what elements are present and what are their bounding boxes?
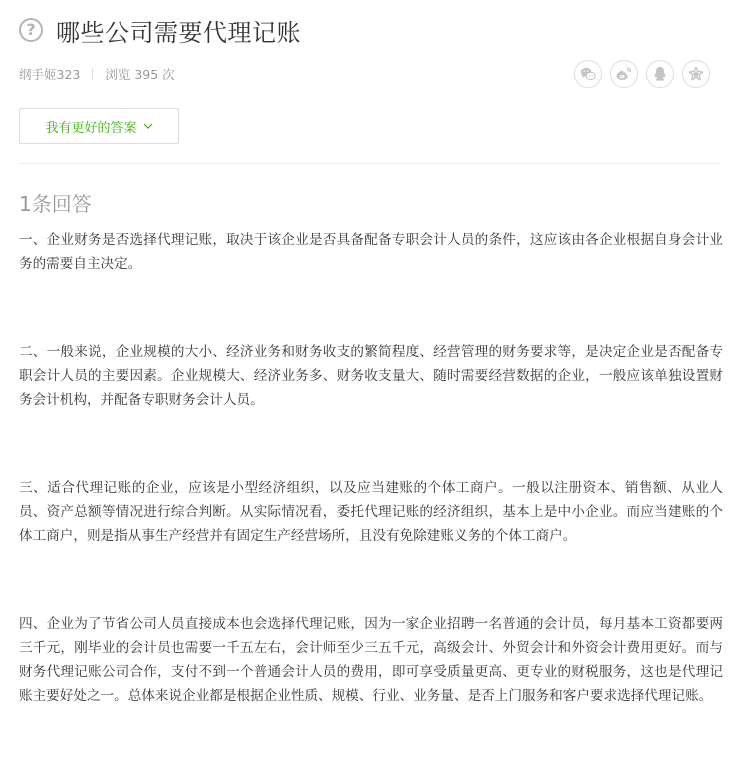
share-qq-button[interactable] bbox=[646, 60, 674, 88]
view-count: 浏览 395 次 bbox=[105, 67, 175, 82]
weibo-icon bbox=[615, 65, 633, 83]
section-divider bbox=[19, 163, 719, 164]
answer-paragraph: 一、企业财务是否选择代理记账，取决于该企业是否具备配备专职会计人员的条件，这应该由各企业根据自身会计业务的需要自主决定。 bbox=[19, 232, 723, 272]
answer-paragraph: 三、适合代理记账的企业，应该是小型经济组织，以及应当建账的个体工商户。一般以注册资本、销售额、从业人员、资产总额等情况进行综合判断。从实际情况看，委托代理记账的经济组织，基本上是中小企业。而应当建账的个体工商户，则是指从事生产经营并有固定生产经营场所，且没有免除建账义务的个体工商户。 bbox=[19, 480, 723, 544]
answer-paragraph: 二、一般来说，企业规模的大小、经济业务和财务收支的繁简程度、经营管理的财务要求等，是决定企业是否配备专职会计人员的主要因素。企业规模大、经济业务多、财务收支量大、随时需要经营数据的企业，一般应该单独设置财务会计机构，并配备专职财务会计人员。 bbox=[19, 344, 723, 408]
question-meta bbox=[19, 64, 175, 84]
author-name[interactable]: 纲手姬323 bbox=[19, 67, 81, 82]
qq-icon bbox=[651, 65, 669, 83]
chevron-down-icon bbox=[143, 121, 153, 131]
answer-paragraph: 四、企业为了节省公司人员直接成本也会选择代理记账，因为一家企业招聘一名普通的会计员，每月基本工资都要两三千元，刚毕业的会计员也需要一千五左右，会计师至少三五千元，高级会计、外贸会计和外资会计费用更好。而与财务代理记账公司合作，支付不到一个普通会计人员的费用，即可享受质量更高、更专业的财税服务，这也是代理记账主要好处之一。总体来说企业都是根据企业性质、规模、行业、业务量、是否上门服务和客户要求选择代理记账。 bbox=[19, 616, 723, 704]
answer-count-heading: 1条回答 bbox=[19, 192, 92, 216]
meta-divider bbox=[92, 68, 93, 80]
better-answer-button[interactable] bbox=[19, 108, 179, 144]
question-title: 哪些公司需要代理记账 bbox=[56, 18, 301, 47]
better-answer-label: 我有更好的答案 bbox=[45, 120, 137, 136]
question-circle-icon: ? bbox=[19, 18, 43, 42]
question-header bbox=[19, 12, 301, 48]
share-weibo-button[interactable] bbox=[610, 60, 638, 88]
wechat-icon bbox=[579, 65, 597, 83]
answer-content bbox=[19, 228, 723, 708]
star-icon bbox=[687, 65, 705, 83]
share-bar bbox=[574, 60, 710, 88]
share-wechat-button[interactable] bbox=[574, 60, 602, 88]
favorite-button[interactable] bbox=[682, 60, 710, 88]
